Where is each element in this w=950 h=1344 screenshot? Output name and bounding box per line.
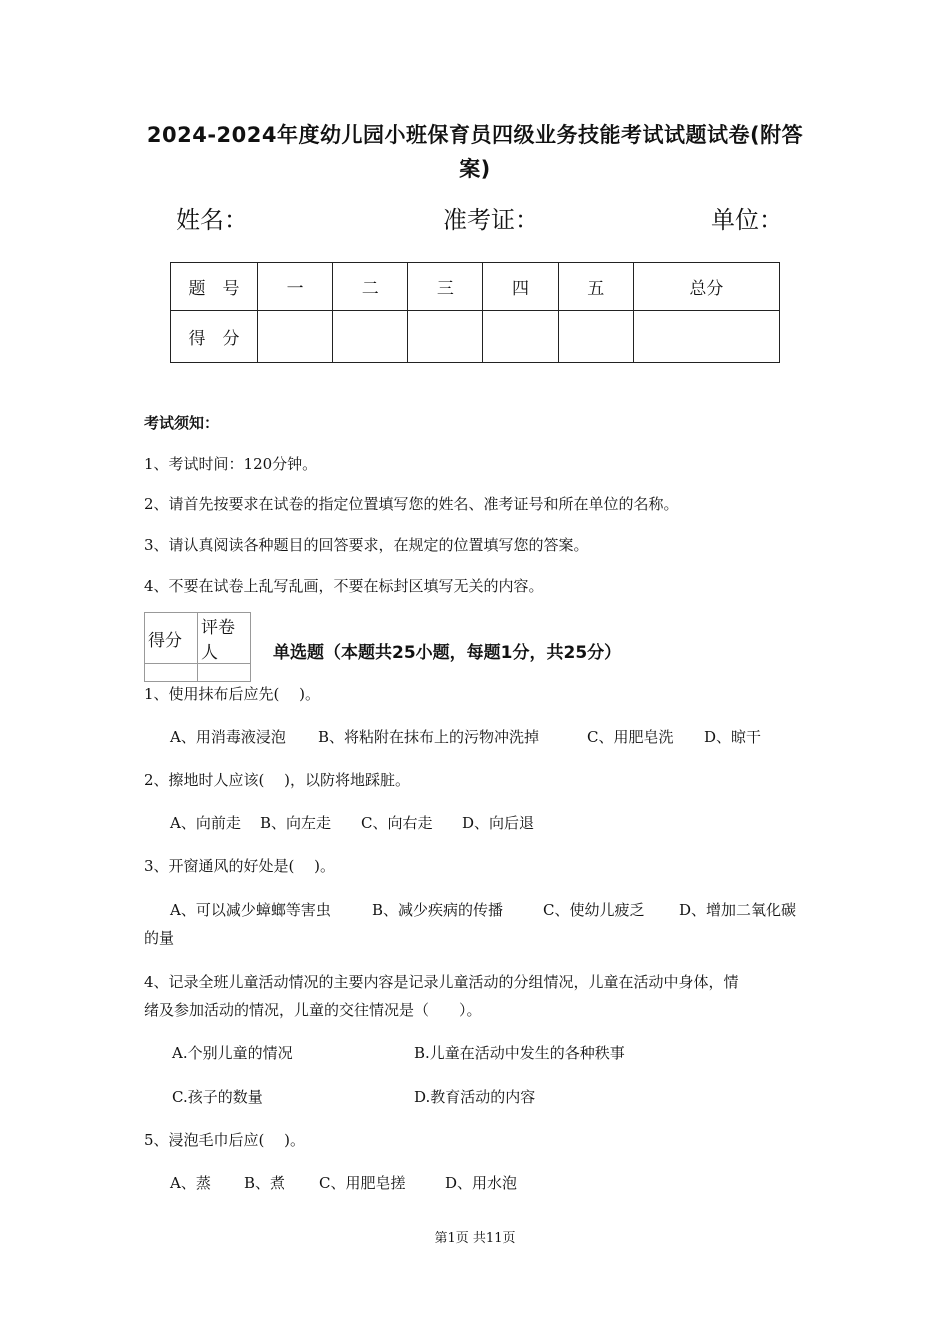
- q5-option-a: A、蒸: [170, 1174, 211, 1192]
- question-3: 3、开窗通风的好处是( )。: [144, 857, 336, 875]
- question-5: 5、浸泡毛巾后应( )。: [144, 1131, 306, 1149]
- q3-option-a: A、可以减少蟑螂等害虫: [170, 901, 331, 919]
- q5-option-b: B、煮: [244, 1174, 286, 1192]
- score-cell-2[interactable]: [333, 311, 408, 363]
- score-table: [170, 262, 780, 363]
- grader-score-cell[interactable]: [145, 664, 198, 682]
- page-footer: 第1页 共11页: [434, 1231, 516, 1246]
- notice-item-2: 2、请首先按要求在试卷的指定位置填写您的姓名、准考证号和所在单位的名称。: [144, 495, 679, 513]
- q3-option-d: D、增加二氧化碳: [679, 901, 797, 919]
- q4-option-a: A.个别儿童的情况: [172, 1044, 293, 1062]
- q5-option-d: D、用水泡: [445, 1174, 518, 1192]
- q1-option-a: A、用消毒液浸泡: [170, 728, 286, 746]
- grader-name-label: 评卷人: [198, 613, 251, 664]
- q3-option-d-wrap: 的量: [144, 929, 175, 947]
- q2-option-b: B、向左走: [260, 814, 332, 832]
- score-cell-total[interactable]: [633, 311, 779, 363]
- question-1: 1、使用抹布后应先( )。: [144, 685, 321, 703]
- notice-item-3: 3、请认真阅读各种题目的回答要求，在规定的位置填写您的答案。: [144, 536, 589, 554]
- question-2: 2、擦地时人应该( )，以防将地踩脏。: [144, 771, 411, 789]
- score-header-label: 题 号: [171, 263, 258, 311]
- notice-item-1: 1、考试时间：120分钟。: [144, 455, 318, 473]
- q4-option-b: B.儿童在活动中发生的各种秩事: [414, 1044, 625, 1062]
- notice-item-4: 4、不要在试卷上乱写乱画，不要在标封区填写无关的内容。: [144, 577, 544, 595]
- q2-option-c: C、向右走: [361, 814, 433, 832]
- q4-option-c: C.孩子的数量: [172, 1088, 263, 1106]
- score-header-total: 总分: [633, 263, 779, 311]
- title-line-2: 案): [459, 157, 491, 181]
- document-title: [130, 118, 820, 186]
- score-header-5: 五: [558, 263, 633, 311]
- score-row-label: 得 分: [171, 311, 258, 363]
- score-header-1: 一: [258, 263, 333, 311]
- q3-option-b: B、减少疾病的传播: [372, 901, 504, 919]
- question-4-line-2: 绪及参加活动的情况，儿童的交往情况是（ ）。: [144, 1001, 482, 1019]
- score-header-3: 三: [408, 263, 483, 311]
- q1-option-b: B、将粘附在抹布上的污物冲洗掉: [318, 728, 540, 746]
- name-field-label: 姓名：: [176, 206, 248, 234]
- q1-option-c: C、用肥皂洗: [587, 728, 674, 746]
- section-title: 单选题（本题共25小题，每题1分，共25分）: [273, 643, 622, 663]
- q2-option-a: A、向前走: [170, 814, 241, 832]
- q3-option-c: C、使幼儿疲乏: [543, 901, 645, 919]
- notice-heading: 考试须知：: [144, 414, 220, 432]
- score-cell-4[interactable]: [483, 311, 558, 363]
- score-cell-5[interactable]: [558, 311, 633, 363]
- unit-field-label: 单位：: [711, 206, 783, 234]
- question-4-line-1: 4、记录全班儿童活动情况的主要内容是记录儿童活动的分组情况，儿童在活动中身体，情: [144, 973, 739, 991]
- score-header-2: 二: [333, 263, 408, 311]
- exam-number-field-label: 准考证：: [443, 206, 539, 234]
- grader-name-cell[interactable]: [198, 664, 251, 682]
- score-cell-3[interactable]: [408, 311, 483, 363]
- title-line-1: 2024-2024年度幼儿园小班保育员四级业务技能考试试题试卷(附答: [146, 123, 804, 147]
- grader-box: [144, 612, 251, 682]
- grader-score-label: 得分: [145, 613, 198, 664]
- score-header-4: 四: [483, 263, 558, 311]
- q5-option-c: C、用肥皂搓: [319, 1174, 406, 1192]
- q1-option-d: D、晾干: [704, 728, 762, 746]
- q4-option-d: D.教育活动的内容: [414, 1088, 536, 1106]
- score-cell-1[interactable]: [258, 311, 333, 363]
- q2-option-d: D、向后退: [462, 814, 535, 832]
